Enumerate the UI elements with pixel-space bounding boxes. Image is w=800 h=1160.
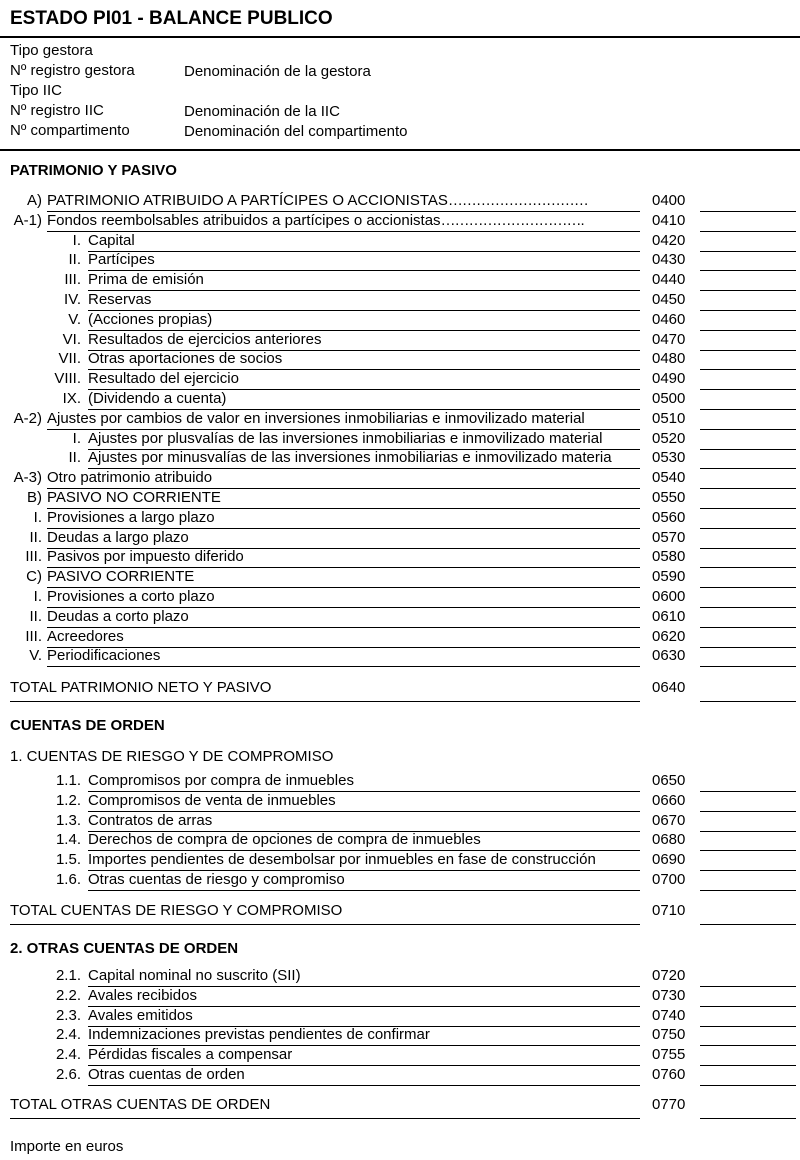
row-label: [88, 772, 640, 789]
row-underline: [88, 1085, 640, 1086]
row-number: V.: [29, 647, 42, 665]
table-row: [0, 1046, 800, 1066]
row-label-text: Resultado del ejercicio: [88, 370, 239, 388]
total-riesgo-value-field[interactable]: [700, 924, 796, 925]
row-label-text: Derechos de compra de opciones de compra de inmuebles: [88, 831, 481, 849]
row-label: [88, 291, 640, 308]
row-label-text: PATRIMONIO ATRIBUIDO A PARTÍCIPES O ACCIONISTAS: [47, 192, 448, 209]
row-code: 0740: [652, 1006, 686, 1024]
row-code: 0560: [652, 508, 686, 526]
total-riesgo-row: [0, 902, 800, 922]
row-code: 0720: [652, 967, 686, 984]
row-label-text: PASIVO CORRIENTE: [47, 568, 195, 586]
header-divider: [0, 149, 800, 151]
patrimonio-heading: PATRIMONIO Y PASIVO: [10, 162, 177, 179]
title-divider: [0, 36, 800, 38]
cuentas-orden-heading: CUENTAS DE ORDEN: [10, 717, 165, 734]
tipo-iic-label: Tipo IIC: [10, 82, 62, 99]
row-code: 0460: [652, 310, 686, 328]
row-label: [88, 1066, 640, 1083]
row-label: [88, 370, 640, 387]
row-code: 0610: [652, 607, 686, 625]
row-number: 2.4.: [55, 1046, 81, 1064]
row-code: 0540: [652, 469, 686, 487]
row-label: [47, 568, 640, 585]
row-label-text: Indemnizaciones previstas pendientes de confirmar: [88, 1026, 430, 1044]
row-code: 0630: [652, 647, 686, 665]
row-number: I.: [72, 429, 81, 447]
row-label-text: Ajustes por minusvalías de las inversiones inmobiliarias e inmovilizado materia: [88, 449, 612, 467]
denominacion-compartimento-label: Denominación del compartimento: [184, 123, 408, 140]
row-code: 0450: [652, 291, 686, 308]
total-riesgo-underline: [10, 924, 640, 925]
tipo-gestora-label: Tipo gestora: [10, 42, 93, 59]
table-row: [0, 271, 800, 291]
row-number: I.: [33, 508, 42, 526]
row-number: II.: [29, 607, 42, 625]
total-patrimonio-value-field[interactable]: [700, 701, 796, 702]
row-code: 0670: [652, 811, 686, 829]
total-otras-underline: [10, 1118, 640, 1119]
table-row: [0, 489, 800, 509]
row-number: IX.: [62, 390, 81, 407]
row-number: A-2): [13, 409, 42, 427]
row-number: III.: [25, 548, 42, 566]
footer-note: Importe en euros: [10, 1138, 124, 1155]
table-row: [0, 212, 800, 232]
row-label-text: Acreedores: [47, 627, 124, 645]
table-row: [0, 410, 800, 430]
table-row: [0, 529, 800, 549]
row-leader-dots: ………………………….: [440, 211, 584, 229]
row-value-field[interactable]: [700, 890, 796, 891]
row-number: 2.6.: [55, 1066, 81, 1083]
row-label: [88, 331, 640, 348]
row-number: A-1): [13, 211, 42, 229]
total-riesgo-label: TOTAL CUENTAS DE RIESGO Y COMPROMISO: [10, 902, 343, 919]
table-row: [0, 871, 800, 891]
row-label-text: Resultados de ejercicios anteriores: [88, 330, 322, 348]
row-label-text: Otro patrimonio atribuido: [47, 469, 213, 487]
row-code: 0690: [652, 851, 686, 869]
row-value-field[interactable]: [700, 1085, 796, 1086]
total-otras-label: TOTAL OTRAS CUENTAS DE ORDEN: [10, 1096, 271, 1113]
table-row: [0, 509, 800, 529]
table-row: [0, 1026, 800, 1046]
table-row: [0, 449, 800, 469]
table-row: [0, 469, 800, 489]
row-code: 0470: [652, 330, 686, 348]
row-label: [88, 812, 640, 829]
row-number: 2.3.: [55, 1006, 81, 1024]
total-patrimonio-code: 0640: [652, 679, 686, 696]
row-number: II.: [68, 251, 81, 269]
row-number: 1.3.: [55, 811, 81, 829]
table-row: [0, 251, 800, 271]
table-row: [0, 192, 800, 212]
row-label-text: Avales emitidos: [88, 1006, 193, 1024]
row-label: [47, 192, 640, 209]
row-label-text: Partícipes: [88, 251, 155, 269]
row-label-text: Periodificaciones: [47, 647, 161, 665]
row-number: VII.: [58, 350, 81, 368]
row-label: [88, 1026, 640, 1043]
denominacion-gestora-label: Denominación de la gestora: [184, 63, 371, 80]
row-label-text: Provisiones a corto plazo: [47, 588, 215, 605]
table-row: [0, 1007, 800, 1027]
row-label-text: Capital nominal no suscrito (SII): [88, 967, 301, 984]
row-number: C): [26, 568, 42, 586]
row-label: [88, 987, 640, 1004]
row-code: 0400: [652, 192, 686, 209]
table-row: [0, 390, 800, 410]
riesgo-compromiso-heading: 1. CUENTAS DE RIESGO Y DE COMPROMISO: [10, 748, 334, 765]
row-label: [88, 430, 640, 447]
row-label: [88, 311, 640, 328]
row-code: 0550: [652, 489, 686, 506]
row-label-text: Pérdidas fiscales a compensar: [88, 1046, 293, 1064]
total-otras-value-field[interactable]: [700, 1118, 796, 1119]
row-label-text: Importes pendientes de desembolsar por inmuebles en fase de construcción: [88, 851, 596, 869]
row-label: [47, 489, 640, 506]
row-number: 1.2.: [55, 791, 81, 809]
row-code: 0410: [652, 211, 686, 229]
row-label: [47, 509, 640, 526]
row-label: [88, 1007, 640, 1024]
page-title: ESTADO PI01 - BALANCE PUBLICO: [10, 8, 333, 29]
row-label: [88, 232, 640, 249]
row-label-text: Ajustes por cambios de valor en inversiones inmobiliarias e inmovilizado material: [47, 409, 585, 427]
row-code: 0680: [652, 831, 686, 849]
row-label-text: Otras aportaciones de socios: [88, 350, 283, 368]
row-label: [47, 588, 640, 605]
row-code: 0650: [652, 772, 686, 789]
row-code: 0520: [652, 429, 686, 447]
row-label: [88, 967, 640, 984]
row-code: 0420: [652, 231, 686, 249]
row-label: [88, 792, 640, 809]
row-label-text: Contratos de arras: [88, 811, 213, 829]
row-number: A): [27, 192, 42, 209]
table-row: [0, 608, 800, 628]
row-number: IV.: [64, 291, 81, 308]
row-code: 0700: [652, 871, 686, 888]
table-row: [0, 647, 800, 667]
row-code: 0430: [652, 251, 686, 269]
otras-cuentas-heading: 2. OTRAS CUENTAS DE ORDEN: [10, 940, 239, 957]
row-number: 2.2.: [55, 986, 81, 1004]
row-label: [47, 529, 640, 546]
registro-iic-label: Nº registro IIC: [10, 102, 104, 119]
row-underline: [47, 666, 640, 667]
total-patrimonio-row: [0, 679, 800, 699]
row-label: [47, 647, 640, 664]
row-label-text: Deudas a corto plazo: [47, 607, 189, 625]
row-code: 0730: [652, 986, 686, 1004]
row-label: [47, 410, 640, 427]
row-label-text: (Dividendo a cuenta): [88, 390, 227, 407]
row-number: III.: [25, 627, 42, 645]
compartimento-label: Nº compartimento: [10, 122, 130, 139]
row-label: [47, 212, 640, 229]
table-row: [0, 331, 800, 351]
row-label: [88, 271, 640, 288]
row-label: [88, 449, 640, 466]
row-number: 2.4.: [55, 1026, 81, 1044]
row-value-field[interactable]: [700, 666, 796, 667]
row-number: 2.1.: [55, 967, 81, 984]
row-label: [47, 628, 640, 645]
row-label-text: Provisiones a largo plazo: [47, 508, 215, 526]
table-row: [0, 987, 800, 1007]
row-number: B): [27, 489, 42, 506]
table-row: [0, 831, 800, 851]
total-patrimonio-underline: [10, 701, 640, 702]
table-row: [0, 851, 800, 871]
table-row: [0, 967, 800, 987]
table-row: [0, 772, 800, 792]
row-code: 0490: [652, 370, 686, 388]
row-label: [88, 251, 640, 268]
row-label: [88, 871, 640, 888]
row-code: 0750: [652, 1026, 686, 1044]
row-code: 0580: [652, 548, 686, 566]
table-row: [0, 812, 800, 832]
table-row: [0, 628, 800, 648]
row-label-text: Compromisos por compra de inmuebles: [88, 772, 354, 789]
row-label: [88, 350, 640, 367]
row-label: [88, 1046, 640, 1063]
table-row: [0, 291, 800, 311]
row-leader-dots: …………………………: [447, 192, 588, 209]
row-label-text: Prima de emisión: [88, 271, 204, 289]
denominacion-iic-label: Denominación de la IIC: [184, 103, 340, 120]
total-otras-code: 0770: [652, 1096, 686, 1113]
table-row: [0, 232, 800, 252]
table-row: [0, 1066, 800, 1086]
row-code: 0440: [652, 271, 686, 289]
row-number: I.: [72, 231, 81, 249]
row-number: 1.4.: [55, 831, 81, 849]
table-row: [0, 568, 800, 588]
row-code: 0500: [652, 390, 686, 407]
row-label: [88, 390, 640, 407]
total-otras-row: [0, 1096, 800, 1116]
row-number: III.: [64, 271, 81, 289]
row-label-text: Compromisos de venta de inmuebles: [88, 791, 336, 809]
row-number: II.: [29, 528, 42, 546]
table-row: [0, 588, 800, 608]
row-number: VI.: [62, 330, 81, 348]
row-number: 1.1.: [55, 772, 81, 789]
row-code: 0600: [652, 588, 686, 605]
row-label-text: Avales recibidos: [88, 986, 197, 1004]
registro-gestora-label: Nº registro gestora: [10, 62, 135, 79]
row-label-text: Ajustes por plusvalías de las inversiones inmobiliarias e inmovilizado material: [88, 429, 603, 447]
row-label-text: Otras cuentas de riesgo y compromiso: [88, 871, 345, 888]
row-label: [88, 831, 640, 848]
row-code: 0755: [652, 1046, 686, 1064]
row-code: 0570: [652, 528, 686, 546]
row-number: 1.5.: [55, 851, 81, 869]
row-code: 0760: [652, 1066, 686, 1083]
row-label-text: PASIVO NO CORRIENTE: [47, 489, 221, 506]
row-number: A-3): [13, 469, 42, 487]
total-patrimonio-label: TOTAL PATRIMONIO NETO Y PASIVO: [10, 679, 272, 696]
row-code: 0480: [652, 350, 686, 368]
row-number: V.: [68, 310, 81, 328]
row-label: [47, 548, 640, 565]
row-label-text: (Acciones propias): [88, 310, 213, 328]
row-label: [47, 608, 640, 625]
table-row: [0, 311, 800, 331]
row-number: VIII.: [54, 370, 81, 388]
row-code: 0660: [652, 791, 686, 809]
total-riesgo-code: 0710: [652, 902, 686, 919]
row-label-text: Fondos reembolsables atribuidos a partícipes o accionistas: [47, 211, 441, 229]
row-code: 0620: [652, 627, 686, 645]
row-number: II.: [68, 449, 81, 467]
row-code: 0510: [652, 409, 686, 427]
row-code: 0530: [652, 449, 686, 467]
row-underline: [88, 890, 640, 891]
table-row: [0, 430, 800, 450]
row-number: 1.6.: [55, 871, 81, 888]
table-row: [0, 548, 800, 568]
table-row: [0, 370, 800, 390]
row-label-text: Deudas a largo plazo: [47, 528, 189, 546]
row-label-text: Reservas: [88, 291, 152, 308]
row-number: I.: [33, 588, 42, 605]
table-row: [0, 792, 800, 812]
row-label-text: Pasivos por impuesto diferido: [47, 548, 244, 566]
row-label-text: Otras cuentas de orden: [88, 1066, 245, 1083]
row-label-text: Capital: [88, 231, 135, 249]
row-label: [47, 469, 640, 486]
table-row: [0, 350, 800, 370]
row-code: 0590: [652, 568, 686, 586]
row-label: [88, 851, 640, 868]
